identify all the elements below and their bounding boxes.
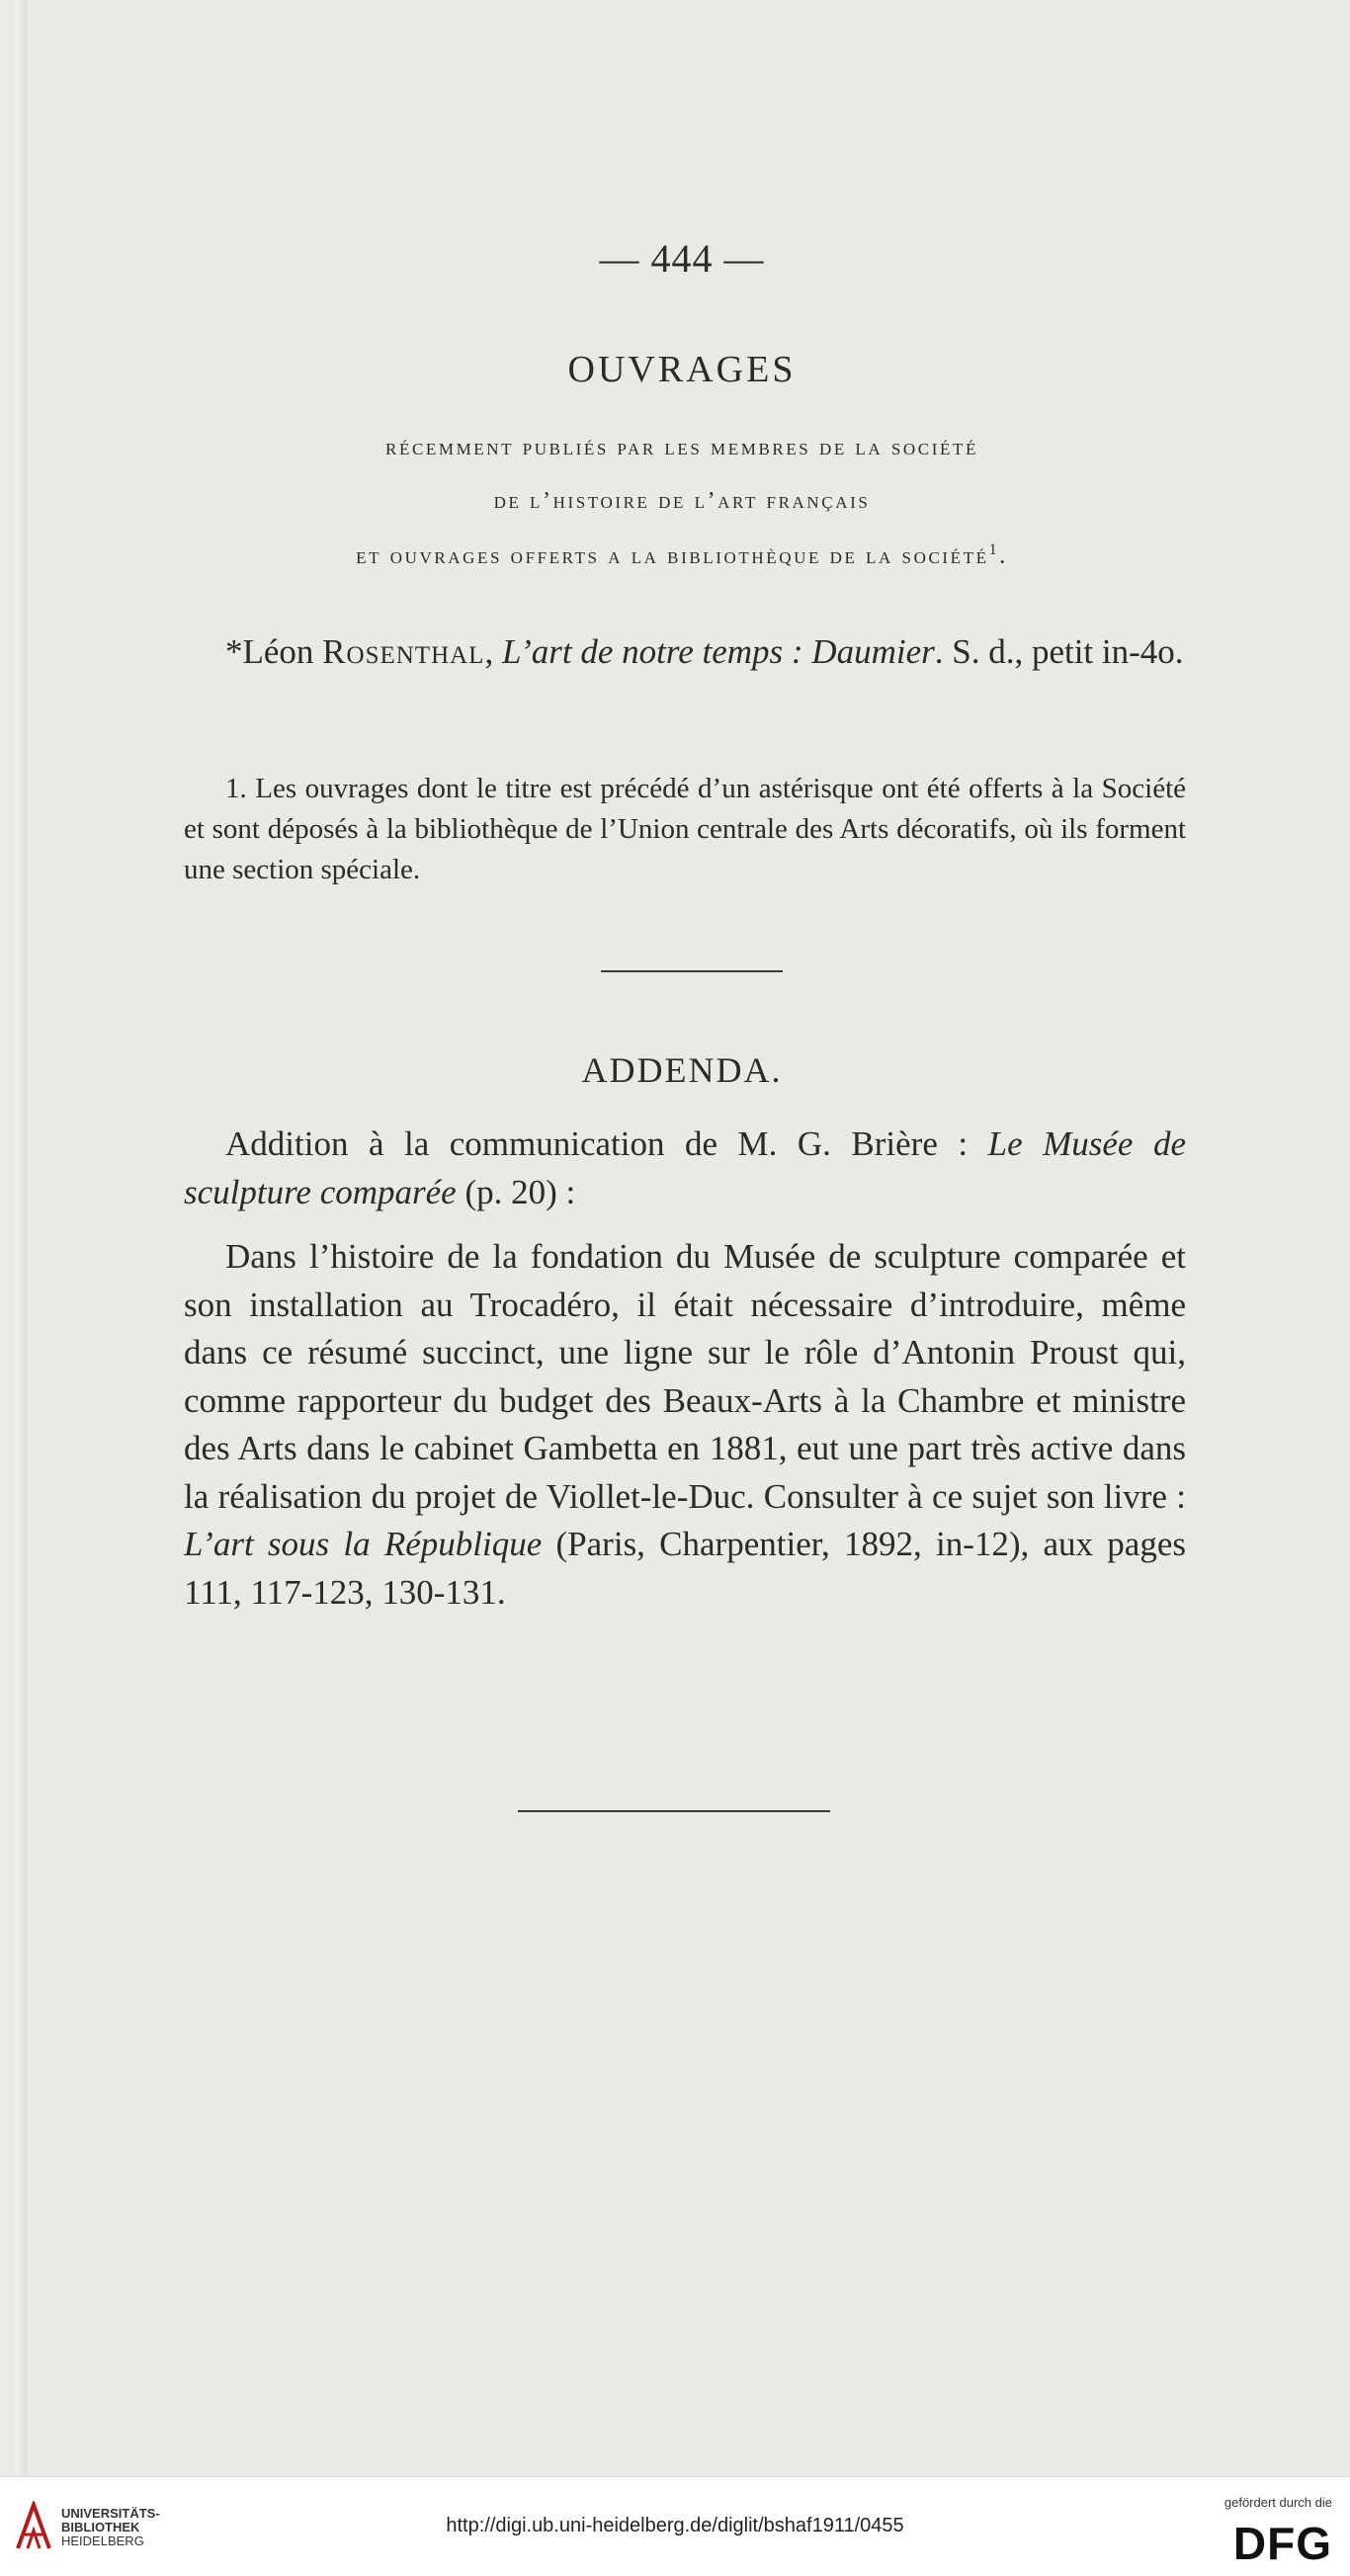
addition-line [184, 1121, 1186, 1216]
library-line-1: UNIVERSITÄTS- [61, 2506, 160, 2521]
entry-asterisk: * [225, 632, 243, 671]
addition-lead: Addition à la communication de M. G. Brière : [225, 1124, 988, 1163]
entry-author-last: Rosenthal [322, 632, 485, 671]
subtitle-line-3-text: et ouvrages offerts a la bibliothèque de la société [356, 543, 989, 569]
addition-tail: (p. 20) : [456, 1172, 576, 1211]
divider-rule-2 [518, 1810, 830, 1812]
dfg-logo: DFG [1232, 2518, 1332, 2569]
funding-caption: gefördert durch die [1223, 2495, 1332, 2510]
permalink-url[interactable]: http://digi.ub.uni-heidelberg.de/diglit/bshaf1911/0455 [446, 2515, 904, 2536]
document-page [14, 0, 1350, 2476]
paragraph-book-title: L’art sous la République [184, 1525, 543, 1563]
page-title: OUVRAGES [567, 349, 797, 390]
footer-bar [0, 2476, 1350, 2576]
entry-author-first: Léon [242, 632, 323, 671]
addenda-paragraph [184, 1233, 1186, 1617]
divider-rule-1 [601, 970, 783, 972]
entry-tail: . S. d., petit in-4o. [934, 632, 1184, 671]
entry-separator: , [484, 632, 502, 671]
page-number: — 444 — [599, 236, 765, 281]
addenda-heading: ADDENDA. [581, 1050, 783, 1090]
subtitle-line-2: de l’histoire de l’art français [493, 488, 871, 514]
library-line-3: HEIDELBERG [61, 2534, 144, 2548]
library-line-2: BIBLIOTHEK [61, 2520, 140, 2534]
footnote-text: Les ouvrages dont le titre est précédé d’un astérisque ont été offerts à la Société et sont déposés à la bibliothèque de l’Union centrale des Arts décoratifs, où ils forment une section spéciale. [184, 773, 1186, 885]
subtitle-line-1: récemment publiés par les membres de la société [385, 435, 978, 460]
entry-work-title: L’art de notre temps : Daumier [501, 632, 935, 671]
footnote-number: 1. [225, 773, 256, 804]
subtitle-line-3 [14, 541, 1350, 570]
subtitle-line-3-end: . [999, 543, 1008, 569]
footnote [184, 769, 1186, 890]
paragraph-part1: Dans l’histoire de la fondation du Musée de sculpture comparée et son installation au Trocadéro, il était nécessaire d’introduire, même dans ce résumé succinct, une ligne sur le rôle d’Antonin Proust qui, comme rapporteur du budget des Beaux-Arts à la Chambre et ministre des Arts dans le cabinet Gambetta en 1881, eut une part très active dans la réalisation du projet de Viollet-le-Duc. Consulter à ce sujet son livre : [184, 1237, 1186, 1516]
footnote-marker: 1 [988, 541, 1000, 558]
book-entry [184, 628, 1186, 677]
paragraph-part2: (Paris, Charpentier, 1892, in-12), aux pages 111, 117-123, 130-131. [184, 1525, 1186, 1612]
addition-work-title: Le Musée de sculpture comparée [184, 1124, 1186, 1211]
